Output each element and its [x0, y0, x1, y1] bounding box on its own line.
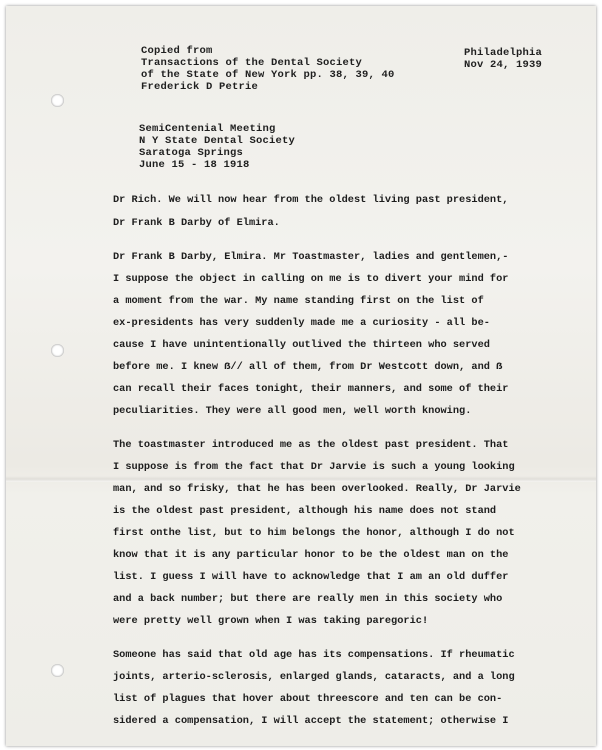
punch-hole: [51, 344, 64, 357]
body-line: were pretty well grown when I was taking paregoric!: [113, 615, 429, 627]
body-line: peculiarities. They were all good men, well worth knowing.: [113, 405, 472, 417]
document-page: [6, 6, 596, 746]
body-line: can recall their faces tonight, their manners, and some of their: [113, 383, 509, 395]
header-line: Transactions of the Dental Society: [141, 57, 363, 69]
header-line: of the State of New York pp. 38, 39, 40: [141, 69, 395, 81]
paper-fold: [6, 476, 596, 482]
body-line: first onthe list, but to him belongs the honor, although I do not: [113, 527, 515, 539]
body-line: cause I have unintentionally outlived the thirteen who served: [113, 339, 490, 351]
header-line: Copied from: [141, 45, 213, 57]
body-line: know that it is any particular honor to be the oldest man on the: [113, 549, 509, 561]
body-line: Someone has said that old age has its compensations. If rheumatic: [113, 649, 515, 661]
body-line: list of plagues that hover about threescore and ten can be con-: [113, 693, 503, 705]
body-line: Dr Frank B Darby, Elmira. Mr Toastmaster, ladies and gentlemen,-: [113, 251, 509, 263]
header-line: Frederick D Petrie: [141, 81, 259, 93]
meeting-line: N Y State Dental Society: [139, 135, 296, 147]
body-line: Dr Rich. We will now hear from the oldest living past president,: [113, 194, 509, 206]
body-line: a moment from the war. My name standing first on the list of: [113, 295, 484, 307]
body-line: list. I guess I will have to acknowledge that I am an old duffer: [113, 571, 509, 583]
body-line: I suppose is from the fact that Dr Jarvie is such a young looking: [113, 461, 515, 473]
meeting-line: SemiCentenial Meeting: [139, 123, 276, 135]
body-line: is the oldest past president, although his name does not stand: [113, 505, 497, 517]
header-date: Nov 24, 1939: [464, 59, 543, 71]
body-line: sidered a compensation, I will accept the statement; otherwise I: [113, 715, 509, 727]
punch-hole: [51, 94, 64, 107]
meeting-line: Saratoga Springs: [139, 147, 244, 159]
body-line: Dr Frank B Darby of Elmira.: [113, 217, 280, 229]
punch-hole: [51, 664, 64, 677]
header-city: Philadelphia: [464, 47, 543, 59]
body-line: joints, arterio-sclerosis, enlarged glands, cataracts, and a long: [113, 671, 515, 683]
body-line: and a back number; but there are really men in this society who: [113, 593, 503, 605]
body-line: The toastmaster introduced me as the oldest past president. That: [113, 439, 509, 451]
body-line: I suppose the object in calling on me is to divert your mind for: [113, 273, 509, 285]
meeting-line: June 15 - 18 1918: [139, 159, 250, 171]
body-line: man, and so frisky, that he has been overlooked. Really, Dr Jarvie: [113, 483, 521, 495]
body-line: ex-presidents has very suddenly made me a curiosity - all be-: [113, 317, 490, 329]
body-line: before me. I knew ẞ// all of them, from Dr Westcott down, and ẞ: [113, 361, 503, 373]
